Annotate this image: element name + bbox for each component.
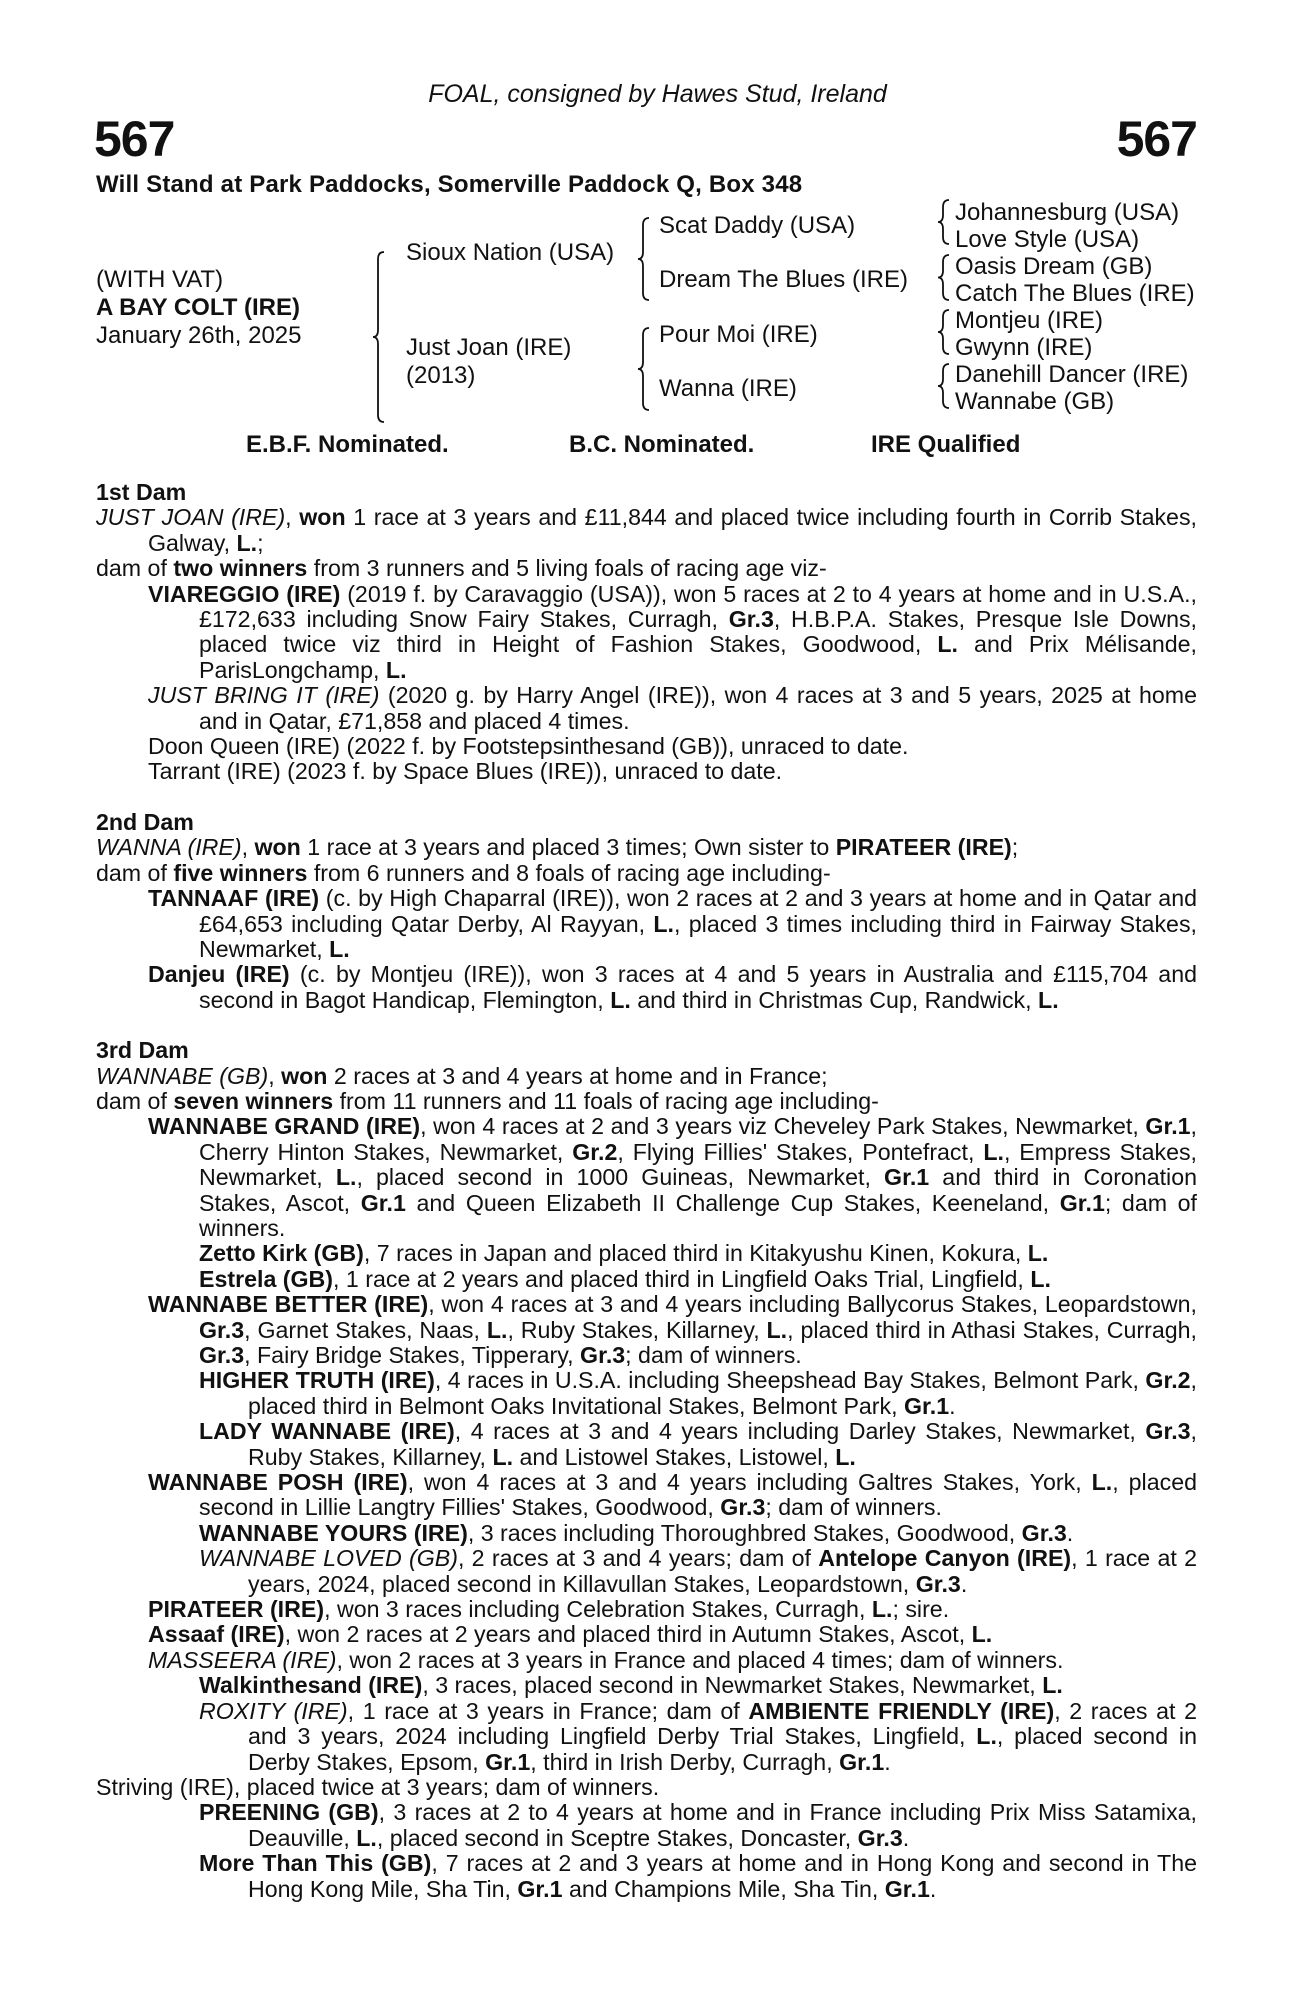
brace-icon xyxy=(938,200,949,244)
sire: Sioux Nation (USA) xyxy=(406,239,615,266)
text: , won 4 races at 3 and 4 years including Ballycorus Stakes, Leopardstown, xyxy=(428,1291,1197,1318)
gen4-ancestor: Gwynn (IRE) xyxy=(955,334,1093,361)
text: and third in Christmas Cup, Randwick, xyxy=(630,986,1039,1013)
consignor-line: FOAL, consigned by Hawes Stud, Ireland xyxy=(428,80,887,108)
bold-text: Gr.3 xyxy=(720,1494,766,1521)
italic-text: MASSEERA (IRE) xyxy=(148,1646,337,1673)
bold-text: L. xyxy=(971,1621,993,1648)
lot-number-right: 567 xyxy=(1116,111,1197,167)
bold-text: won xyxy=(281,1062,328,1089)
produce-record xyxy=(96,582,1197,684)
text: ; xyxy=(257,529,264,556)
text: , placed 3 times including third in Fairway Stakes, Newmarket, xyxy=(199,910,1197,962)
text: ; dam of winners. xyxy=(625,1342,802,1368)
catalogue-body xyxy=(96,480,1197,1927)
bc-nomination: B.C. Nominated. xyxy=(569,431,755,458)
text: , won 4 races at 3 and 4 years including Galtres Stakes, York, xyxy=(407,1469,1092,1496)
produce-record xyxy=(96,734,1197,759)
text: , 3 races including Thoroughbred Stakes, Goodwood, xyxy=(467,1519,1022,1546)
bold-text: TANNAAF (IRE) xyxy=(148,885,320,912)
bold-text: Gr.1 xyxy=(360,1189,406,1216)
bold-text: L. xyxy=(492,1443,514,1470)
text: . xyxy=(929,1875,937,1902)
bold-text: Gr.3 xyxy=(199,1316,245,1343)
bold-text: Assaaf (IRE) xyxy=(148,1621,285,1648)
produce-record xyxy=(96,1800,1197,1851)
bold-text: two winners xyxy=(173,555,308,582)
text: , 2 races at 3 and 4 years; dam of xyxy=(457,1545,819,1572)
text: (c. by High Chaparral (IRE)), won 2 races at 2 and 3 years at home and in Qatar and £64,653 including Qatar Derby, Al Rayyan, xyxy=(199,885,1197,937)
bold-text: L. xyxy=(983,1138,1004,1165)
bold-text: Gr.3 xyxy=(915,1570,961,1597)
produce-record xyxy=(96,1368,1197,1419)
bold-text: Gr.1 xyxy=(884,1875,930,1902)
bold-text: L. xyxy=(385,656,407,683)
bold-text: Gr.3 xyxy=(1145,1418,1191,1445)
gen4-ancestor: Danehill Dancer (IRE) xyxy=(955,361,1189,388)
bold-text: Estrela (GB) xyxy=(199,1265,334,1292)
text: 1 race at 3 years and placed 3 times; Own sister to xyxy=(300,834,836,861)
horse-name: A BAY COLT (IRE) xyxy=(96,294,301,321)
bold-text: PIRATEER (IRE) xyxy=(835,834,1012,861)
dam-section xyxy=(96,810,1197,1013)
italic-text: WANNABE (GB) xyxy=(96,1062,269,1089)
bold-text: Gr.3 xyxy=(1021,1519,1067,1546)
text: , 3 races at 2 to 4 years at home and in France including Prix Miss Satamixa, Deauville, xyxy=(248,1799,1197,1851)
bold-text: L. xyxy=(236,529,258,556)
brace-icon xyxy=(638,328,649,410)
text: , Cherry Hinton Stakes, Newmarket, xyxy=(199,1113,1197,1165)
bold-text: Gr.3 xyxy=(580,1342,626,1368)
bold-text: L. xyxy=(1030,1265,1051,1292)
bold-text: Gr.2 xyxy=(572,1138,618,1165)
produce-record xyxy=(96,759,1197,784)
stabling-location: Will Stand at Park Paddocks, Somerville Paddock Q, Box 348 xyxy=(96,171,803,198)
produce-record xyxy=(96,1546,1197,1597)
section-heading: 3rd Dam xyxy=(96,1037,189,1064)
text: , xyxy=(241,834,255,861)
brace-icon xyxy=(938,255,949,300)
text: , Garnet Stakes, Naas, xyxy=(244,1316,487,1343)
italic-text: WANNA (IRE) xyxy=(96,834,242,861)
text: , placed third in Belmont Oaks Invitational Stakes, Belmont Park, xyxy=(248,1367,1197,1419)
gen4-ancestor: Love Style (USA) xyxy=(955,226,1140,253)
lot-number-left: 567 xyxy=(94,111,175,167)
text: ; xyxy=(1011,834,1019,861)
bold-text: L. xyxy=(835,1443,856,1470)
bold-text: Walkinthesand (IRE) xyxy=(199,1672,423,1699)
text: from 6 runners and 8 foals of racing age including- xyxy=(307,859,831,886)
produce-record xyxy=(96,886,1197,962)
italic-text: WANNABE LOVED (GB) xyxy=(199,1545,458,1572)
text: , 1 race at 3 years in France; dam of xyxy=(347,1697,749,1724)
text: , 3 races, placed second in Newmarket Stakes, Newmarket, xyxy=(422,1672,1043,1699)
bold-text: Gr.1 xyxy=(1059,1189,1105,1216)
text: , won 2 races at 3 years in France and placed 4 times; dam of winners. xyxy=(336,1646,1064,1673)
foaling-date: January 26th, 2025 xyxy=(96,322,302,349)
text: , 1 race at 2 years, 2024, placed second in Killavullan Stakes, Leopardstown, xyxy=(248,1545,1197,1597)
bold-text: seven winners xyxy=(173,1087,334,1114)
bold-text: Gr.1 xyxy=(904,1392,950,1419)
bold-text: PREENING (GB) xyxy=(199,1799,379,1826)
bold-text: L. xyxy=(610,986,631,1013)
bold-text: L. xyxy=(976,1723,997,1750)
text: dam of xyxy=(96,555,174,582)
text: , 2 races at 2 and 3 years, 2024 including Lingfield Derby Trial Stakes, Lingfield, xyxy=(248,1697,1197,1750)
produce-record xyxy=(96,1292,1197,1368)
produce-record xyxy=(96,683,1197,734)
vat-note: (WITH VAT) xyxy=(96,266,224,293)
section-heading: 1st Dam xyxy=(96,479,187,505)
brace-icon xyxy=(938,310,949,354)
bold-text: Gr.3 xyxy=(728,606,774,633)
ebf-nomination: E.B.F. Nominated. xyxy=(246,431,449,458)
brace-icon xyxy=(373,252,384,422)
bold-text: Gr.1 xyxy=(517,1875,563,1902)
text: , placed second in Sceptre Stakes, Doncaster, xyxy=(376,1824,858,1851)
text: Doon Queen (IRE) (2022 f. by Footstepsinthesand (GB)), unraced to date. xyxy=(148,733,909,760)
text: and Queen Elizabeth II Challenge Cup Stakes, Keeneland, xyxy=(405,1189,1060,1216)
bold-text: L. xyxy=(1091,1469,1113,1496)
text: , 7 races in Japan and placed third in Kitakyushu Kinen, Kokura, xyxy=(363,1240,1028,1267)
bold-text: Gr.1 xyxy=(1145,1113,1191,1140)
dam-section xyxy=(96,480,1197,785)
text: dam of xyxy=(96,1087,174,1114)
text: 2 races at 3 and 4 years at home and in France; xyxy=(327,1062,828,1089)
section-heading: 2nd Dam xyxy=(96,808,194,835)
bold-text: L. xyxy=(329,935,350,962)
produce-record xyxy=(96,1699,1197,1775)
text: , 4 races at 3 and 4 years including Darley Stakes, Newmarket, xyxy=(454,1418,1146,1445)
bold-text: Gr.1 xyxy=(485,1748,531,1775)
text: ; dam of winners. xyxy=(199,1189,1198,1241)
bold-text: Gr.2 xyxy=(1145,1367,1191,1394)
text: (c. by Montjeu (IRE)), won 3 races at 4 and 5 years in Australia and £115,704 and second in Bagot Handicap, Flemington, xyxy=(199,961,1197,1013)
produce-record xyxy=(96,962,1197,1013)
brace-icon xyxy=(638,218,649,300)
dam-record xyxy=(96,1775,1197,1800)
text: ; sire. xyxy=(892,1596,950,1623)
text: dam of xyxy=(96,859,174,886)
bold-text: Gr.3 xyxy=(199,1342,245,1368)
bold-text: WANNABE BETTER (IRE) xyxy=(148,1291,429,1318)
bold-text: HIGHER TRUTH (IRE) xyxy=(199,1367,435,1394)
bold-text: L. xyxy=(766,1316,788,1343)
bold-text: Danjeu (IRE) xyxy=(148,961,290,988)
bold-text: L. xyxy=(871,1596,893,1623)
bold-text: won xyxy=(299,504,346,531)
dam-record xyxy=(96,861,1197,886)
bold-text: L. xyxy=(937,631,958,658)
bold-text: Zetto Kirk (GB) xyxy=(199,1240,364,1267)
text: , 4 races in U.S.A. including Sheepshead Bay Stakes, Belmont Park, xyxy=(434,1367,1146,1394)
bold-text: PIRATEER (IRE) xyxy=(148,1596,325,1623)
bold-text: L. xyxy=(1027,1240,1049,1267)
dam-section xyxy=(96,1038,1197,1902)
text: , xyxy=(285,504,300,531)
bold-text: L. xyxy=(653,910,674,937)
bold-text: WANNABE GRAND (IRE) xyxy=(148,1113,421,1140)
italic-text: JUST BRING IT (IRE) xyxy=(148,682,380,709)
text: , 1 race at 2 years and placed third in Lingfield Oaks Trial, Lingfield, xyxy=(333,1265,1031,1292)
text: and Prix Mélisande, ParisLongchamp, xyxy=(199,631,1197,683)
produce-record xyxy=(96,1673,1197,1698)
text: , won 2 races at 2 years and placed third in Autumn Stakes, Ascot, xyxy=(284,1621,972,1648)
dam: Just Joan (IRE) xyxy=(406,334,572,361)
bold-text: WANNABE YOURS (IRE) xyxy=(199,1519,468,1546)
bold-text: WANNABE POSH (IRE) xyxy=(148,1469,408,1496)
gen4-ancestor: Oasis Dream (GB) xyxy=(955,253,1153,280)
bold-text: L. xyxy=(335,1164,357,1191)
dam-record xyxy=(96,505,1197,556)
text: 1 race at 3 years and £11,844 and placed twice including fourth in Corrib Stakes, Galway, xyxy=(148,504,1197,556)
bold-text: Gr.1 xyxy=(884,1164,930,1191)
text: , won 4 races at 2 and 3 years viz Cheveley Park Stakes, Newmarket, xyxy=(420,1113,1146,1140)
produce-record xyxy=(96,1419,1197,1470)
gen4-ancestor: Johannesburg (USA) xyxy=(955,199,1180,226)
produce-record xyxy=(96,1622,1197,1647)
bold-text: L. xyxy=(1038,986,1059,1013)
produce-record xyxy=(96,1597,1197,1622)
text: . xyxy=(1066,1519,1074,1546)
dam-sire: Pour Moi (IRE) xyxy=(659,321,818,348)
dam-record xyxy=(96,835,1197,860)
bold-text: LADY WANNABE (IRE) xyxy=(199,1418,455,1445)
text: from 3 runners and 5 living foals of racing age viz- xyxy=(307,555,827,582)
text: and third in Coronation Stakes, Ascot, xyxy=(199,1164,1197,1216)
text: . xyxy=(884,1748,891,1775)
bold-text: AMBIENTE FRIENDLY (IRE) xyxy=(748,1697,1055,1724)
dam-dam: Wanna (IRE) xyxy=(659,375,797,402)
text: Tarrant (IRE) (2023 f. by Space Blues (IRE)), unraced to date. xyxy=(148,758,783,785)
bold-text: L. xyxy=(356,1824,377,1851)
produce-record xyxy=(96,1241,1197,1266)
gen4-ancestor: Montjeu (IRE) xyxy=(955,307,1104,334)
text: (2019 f. by Caravaggio (USA)), won 5 races at 2 to 4 years at home and in U.S.A., £172,633 including Snow Fairy Stakes, Curragh, xyxy=(199,580,1197,633)
bold-text: won xyxy=(254,834,301,861)
text: , Flying Fillies' Stakes, Pontefract, xyxy=(617,1138,984,1165)
text: , xyxy=(268,1062,282,1089)
sire-dam: Dream The Blues (IRE) xyxy=(659,266,908,293)
dam-record xyxy=(96,1064,1197,1089)
dam-year: (2013) xyxy=(406,362,476,389)
text: , third in Irish Derby, Curragh, xyxy=(530,1748,840,1775)
dam-record xyxy=(96,1089,1197,1114)
sire-sire: Scat Daddy (USA) xyxy=(659,212,856,239)
brace-icon xyxy=(938,364,949,408)
gen4-ancestor: Catch The Blues (IRE) xyxy=(955,280,1195,307)
text: , Empress Stakes, Newmarket, xyxy=(199,1138,1197,1191)
text: and Champions Mile, Sha Tin, xyxy=(562,1875,885,1902)
text: , won 3 races including Celebration Stakes, Curragh, xyxy=(324,1596,872,1623)
italic-text: JUST JOAN (IRE) xyxy=(96,504,286,531)
text: (2020 g. by Harry Angel (IRE)), won 4 races at 3 and 5 years, 2025 at home and in Qatar, £71,858 and placed 4 times. xyxy=(199,682,1197,734)
bold-text: More Than This (GB) xyxy=(199,1850,432,1877)
bold-text: L. xyxy=(486,1316,508,1343)
text: , 7 races at 2 and 3 years at home and in Hong Kong and second in The Hong Kong Mile, Sha Tin, xyxy=(248,1850,1197,1902)
text: , placed second in Lillie Langtry Fillies' Stakes, Goodwood, xyxy=(199,1469,1197,1521)
text: , H.B.P.A. Stakes, Presque Isle Downs, placed twice viz third in Height of Fashion Stakes, Goodwood, xyxy=(199,606,1197,658)
text: ; dam of winners. xyxy=(765,1494,942,1521)
bold-text: VIAREGGIO (IRE) xyxy=(148,580,341,607)
bold-text: five winners xyxy=(173,859,308,886)
bold-text: L. xyxy=(1042,1672,1063,1699)
text: . xyxy=(949,1392,956,1419)
bold-text: Gr.1 xyxy=(839,1748,885,1775)
gen4-ancestor: Wannabe (GB) xyxy=(955,388,1115,415)
text: , Fairy Bridge Stakes, Tipperary, xyxy=(244,1342,581,1368)
ire-qualified: IRE Qualified xyxy=(871,431,1021,458)
produce-record xyxy=(96,1521,1197,1546)
produce-record xyxy=(96,1267,1197,1292)
italic-text: ROXITY (IRE) xyxy=(199,1697,348,1724)
text: , Ruby Stakes, Killarney, xyxy=(507,1316,767,1343)
produce-record xyxy=(96,1470,1197,1521)
text: . xyxy=(902,1824,910,1851)
text: , placed second in Derby Stakes, Epsom, xyxy=(248,1723,1197,1775)
produce-record xyxy=(96,1114,1197,1241)
text: from 11 runners and 11 foals of racing age including- xyxy=(333,1087,879,1114)
dam-record xyxy=(96,556,1197,581)
produce-record xyxy=(96,1851,1197,1902)
bold-text: Antelope Canyon (IRE) xyxy=(818,1545,1072,1572)
text: and Listowel Stakes, Listowel, xyxy=(513,1443,836,1470)
text: , Ruby Stakes, Killarney, xyxy=(248,1418,1197,1470)
text: Striving (IRE), placed twice at 3 years; dam of winners. xyxy=(96,1773,660,1800)
produce-record xyxy=(96,1648,1197,1673)
bold-text: Gr.3 xyxy=(857,1824,903,1851)
text: . xyxy=(960,1570,968,1597)
text: , placed second in 1000 Guineas, Newmarket, xyxy=(356,1164,885,1191)
text: , placed third in Athasi Stakes, Curragh, xyxy=(787,1316,1197,1343)
